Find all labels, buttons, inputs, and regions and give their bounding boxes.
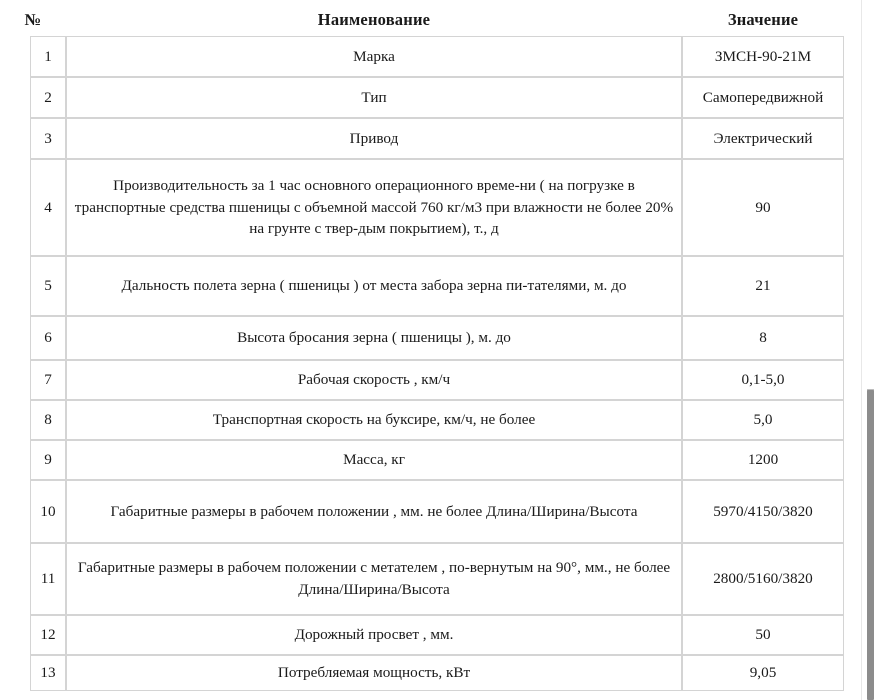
row-name: Масса, кг: [66, 440, 682, 480]
row-number: 4: [30, 159, 66, 256]
column-header-name: Наименование: [317, 9, 431, 29]
row-name: Транспортная скорость на буксире, км/ч, не более: [66, 400, 682, 440]
row-number: 7: [30, 360, 66, 400]
row-number: 8: [30, 400, 66, 440]
table-row: [30, 159, 844, 256]
row-name: Высота бросания зерна ( пшеницы ), м. до: [66, 316, 682, 360]
row-name: Потребляемая мощность, кВт: [66, 655, 682, 691]
row-value: 21: [682, 256, 844, 316]
row-number: 1: [30, 36, 66, 77]
table-row: [30, 615, 844, 655]
specification-table-body: [30, 36, 844, 691]
table-row: [30, 400, 844, 440]
row-value: 5,0: [682, 400, 844, 440]
row-name: Производительность за 1 час основного операционного време-ни ( на погрузке в транспортные средства пшеницы с объемной массой 760 кг/м3 при влажности не более 20% на грунте с твер-дым покрытием), т., д: [66, 159, 682, 256]
row-value: 90: [682, 159, 844, 256]
row-name: Габаритные размеры в рабочем положении с метателем , по-вернутым на 90°, мм., не более Длина/Ширина/Высота: [66, 543, 682, 615]
specification-table: [30, 36, 844, 691]
vertical-scrollbar-track[interactable]: [861, 0, 878, 700]
column-header-value: Значение: [727, 9, 799, 29]
row-number: 12: [30, 615, 66, 655]
table-row: [30, 256, 844, 316]
row-number: 11: [30, 543, 66, 615]
table-row: [30, 77, 844, 118]
row-value: 50: [682, 615, 844, 655]
row-number: 10: [30, 480, 66, 543]
row-name: Габаритные размеры в рабочем положении , мм. не более Длина/Ширина/Высота: [66, 480, 682, 543]
row-value: Электрический: [682, 118, 844, 159]
row-value: 5970/4150/3820: [682, 480, 844, 543]
row-name: Дорожный просвет , мм.: [66, 615, 682, 655]
table-row: [30, 543, 844, 615]
row-value: Самопередвижной: [682, 77, 844, 118]
table-row: [30, 440, 844, 480]
table-row: [30, 316, 844, 360]
table-row: [30, 118, 844, 159]
row-value: ЗМСН-90-21М: [682, 36, 844, 77]
vertical-scrollbar-thumb[interactable]: [867, 389, 874, 700]
row-number: 13: [30, 655, 66, 691]
row-number: 5: [30, 256, 66, 316]
row-number: 9: [30, 440, 66, 480]
table-row: [30, 360, 844, 400]
column-header-number: №: [24, 9, 42, 29]
row-value: 9,05: [682, 655, 844, 691]
row-value: 1200: [682, 440, 844, 480]
row-number: 3: [30, 118, 66, 159]
table-row: [30, 655, 844, 691]
row-value: 8: [682, 316, 844, 360]
row-value: 0,1-5,0: [682, 360, 844, 400]
row-value: 2800/5160/3820: [682, 543, 844, 615]
row-name: Тип: [66, 77, 682, 118]
row-number: 6: [30, 316, 66, 360]
row-name: Дальность полета зерна ( пшеницы ) от места забора зерна пи-тателями, м. до: [66, 256, 682, 316]
row-name: Рабочая скорость , км/ч: [66, 360, 682, 400]
table-header-row: [0, 6, 844, 34]
table-row: [30, 480, 844, 543]
row-name: Марка: [66, 36, 682, 77]
table-row: [30, 36, 844, 77]
row-number: 2: [30, 77, 66, 118]
row-name: Привод: [66, 118, 682, 159]
